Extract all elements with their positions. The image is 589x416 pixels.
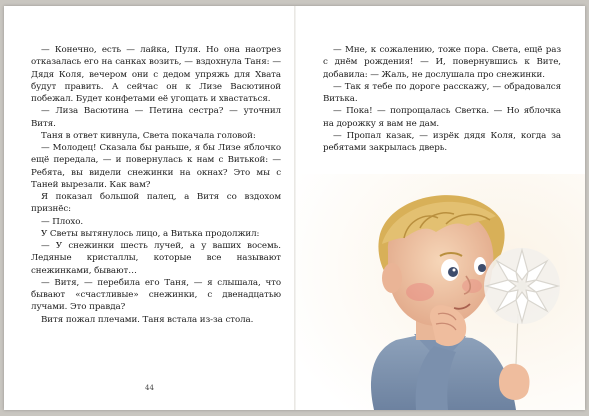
paragraph: Витя пожал плечами. Таня встала из-за стола.: [41, 314, 254, 325]
paragraph: — Плохо.: [41, 216, 84, 227]
left-page: [31, 44, 281, 326]
paragraph: — Лиза Васютина — Петина сестра? — уточнил Витя.: [31, 106, 281, 129]
paragraph: Таня в ответ кивнула, Света покачала головой:: [41, 130, 256, 141]
page-number: 44: [145, 384, 154, 392]
paragraph: Я показал большой палец, а Витя со вздохом признёс:: [31, 192, 281, 215]
paragraph: — Пока! — попрощалась Светка. — Но яблочка на дорожку я вам не дам.: [323, 106, 561, 129]
paragraph: — У снежинки шесть лучей, а у ваших восемь. Ледяные кристаллы, которые все называют снежинками, бывают…: [31, 241, 281, 276]
paragraph: — Витя, — перебила его Таня, — я слышала, что бывают «счастливые» снежинки, с двенадцатью лучами. Это правда?: [31, 277, 281, 313]
paragraph: — Конечно, есть — лайка, Пуля. Но она наотрез отказалась его на санках возить, — вздохнула Таня: — Дядя Коля, вечером они с дедом упряжь для Хвата будут править. А сейчас он к Лизе Васютиной побежал. Будет конфетами её угощать и хвастаться.: [31, 45, 281, 104]
paper-snowflake-icon: [484, 248, 560, 324]
paragraph: — Молодец! Сказала бы раньше, я бы Лизе яблочко ещё передала, — и повернулась к нам с Витькой: — Ребята, вы видели снежинки на окнах? Это мы с Таней вырезали. Как вам?: [31, 143, 281, 190]
right-page: [323, 44, 561, 154]
paragraph: — Так я тебе по дороге расскажу, — обрадовался Витька.: [323, 81, 561, 104]
paragraph: — Пропал казак, — изрёк дядя Коля, когда за ребятами закрылась дверь.: [323, 130, 561, 153]
illustration-boy-snowflake: [296, 174, 585, 410]
paragraph: У Светы вытянулось лицо, а Витька продолжил:: [41, 228, 260, 239]
book-spread: [4, 6, 585, 410]
paragraph: — Мне, к сожалению, тоже пора. Света, ещё раз с днём рождения! — И, повернувшись к Вите, добавила: — Жаль, не дослушала про снежинки.: [323, 45, 561, 80]
